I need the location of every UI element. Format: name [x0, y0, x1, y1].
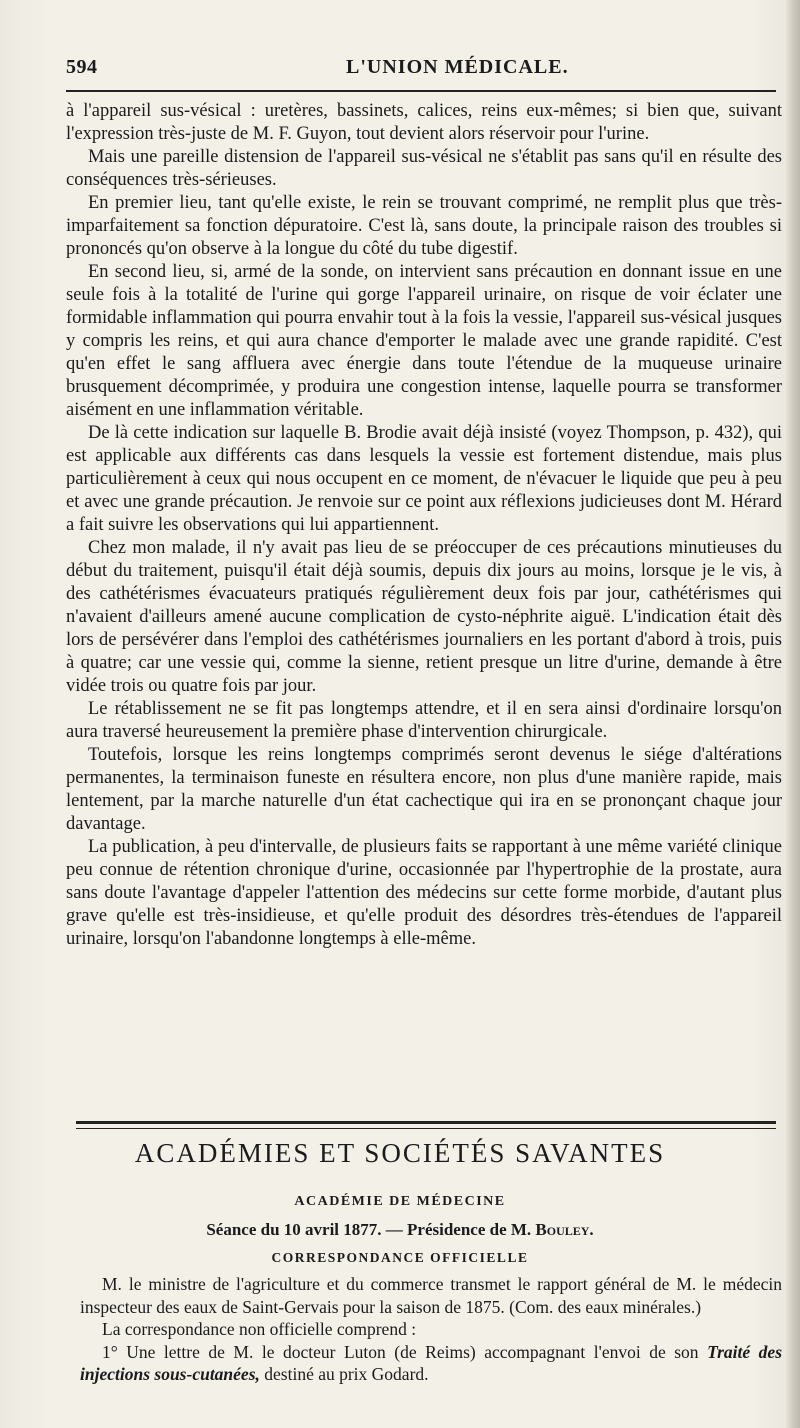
- session-president: Bouley.: [535, 1220, 594, 1239]
- paragraph: La publication, à peu d'intervalle, de plusieurs faits se rapportant à une même variété clinique peu connue de rétention chronique d'urine, occasionnée par l'hypertrophie de la prostate, aura sans doute l'avantage d'appeler l'attention des médecins sur cette forme morbide, d'autant plus grave qu'elle est très-insidieuse, et qu'elle produit des désordres très-étendues de l'appareil urinaire, lorsqu'on l'abandonne longtemps à elle-même.: [66, 837, 782, 949]
- page-edge-shadow: [786, 0, 800, 1428]
- section-title: ACADÉMIES ET SOCIÉTÉS SAVANTES: [134, 1138, 666, 1168]
- session-line: [0, 1220, 800, 1240]
- paragraph: Mais une pareille distension de l'appareil sus-vésical ne s'établit pas sans qu'il en résulte des conséquences très-sérieuses.: [66, 147, 782, 190]
- paragraph: [80, 1341, 782, 1386]
- page-number: 594: [66, 56, 98, 78]
- section-divider: [76, 1121, 776, 1129]
- paragraph: Le rétablissement ne se fit pas longtemps attendre, et il en sera ainsi d'ordinaire lorsqu'on aura traversé heureusement la première phase d'intervention chirurgicale.: [66, 699, 782, 742]
- page-header: [66, 56, 780, 82]
- paragraph: à l'appareil sus-vésical : uretères, bassinets, calices, reins eux-mêmes; si bien que, suivant l'expression très-juste de M. F. Guyon, tout devient alors réservoir pour l'urine.: [66, 101, 782, 144]
- correspondance-body: [80, 1273, 782, 1386]
- article-body: [66, 100, 782, 951]
- running-title: L'UNION MÉDICALE.: [346, 56, 569, 78]
- paragraph: M. le ministre de l'agriculture et du commerce transmet le rapport général de M. le médecin inspecteur des eaux de Saint-Gervais pour la saison de 1875. (Com. des eaux minérales.): [80, 1274, 782, 1317]
- correspondance-heading: CORRESPONDANCE OFFICIELLE: [271, 1250, 529, 1265]
- paragraph-start: 1° Une lettre de M. le docteur Luton (de Reims) accompagnant l'envoi de son: [102, 1341, 699, 1362]
- paragraph-end: destiné au prix Godard.: [264, 1364, 429, 1384]
- header-rule: [66, 90, 776, 92]
- paragraph: Chez mon malade, il n'y avait pas lieu de se préoccuper de ces précautions minutieuses du début du traitement, puisqu'il était déjà soumis, depuis dix jours au moins, lorsque je le vis, à des cathétérismes évacuateurs pratiqués régulièrement deux fois par jour, cathétérismes qui n'avaient d'ailleurs amené aucune complication de cysto-néphrite aiguë. L'indication était dès lors de persévérer dans l'emploi des cathétérismes journaliers en les portant d'abord à trois, puis à quatre; car une vessie qui, comme la sienne, retient presque un litre d'urine, demande à être vidée trois ou quatre fois par jour.: [66, 538, 782, 696]
- section-subtitle: ACADÉMIE DE MÉDECINE: [294, 1194, 506, 1209]
- paragraph: De là cette indication sur laquelle B. Brodie avait déjà insisté (voyez Thompson, p. 432), qui est applicable aux différents cas dans lesquels la vessie est fortement distendue, mais plus particulièrement à ceux qui nous occupent en ce moment, de n'évacuer le liquide que peu à peu et avec une grande précaution. Je renvoie sur ce point aux réflexions judicieuses dont M. Hérard a fait suivre les observations qui lui appartiennent.: [66, 423, 782, 535]
- book-title: Traité des injections sous-cutanées,: [80, 1341, 783, 1384]
- paragraph: En premier lieu, tant qu'elle existe, le rein se trouvant comprimé, ne remplit plus que très-imparfaitement sa fonction dépuratoire. C'est là, sans doute, la principale raison des troubles si prononcés qu'on observe à la longue du côté du tube digestif.: [66, 193, 782, 259]
- paragraph: Toutefois, lorsque les reins longtemps comprimés seront devenus le siége d'altérations permanentes, la terminaison funeste en résultera encore, non plus d'une manière rapide, mais lentement, par la marche naturelle d'un état cachectique qui ira en se prononçant chaque jour davantage.: [66, 745, 782, 834]
- paragraph: La correspondance non officielle comprend :: [102, 1319, 417, 1339]
- paragraph: En second lieu, si, armé de la sonde, on intervient sans précaution en donnant issue en une seule fois à la totalité de l'urine qui gorge l'appareil urinaire, on risque de voir éclater une formidable inflammation qui pourra envahir tout à la fois la vessie, l'appareil sus-vésical jusques y compris les reins, et qui aura chance d'emporter le malade avec une grande rapidité. C'est qu'en effet le sang affluera avec énergie dans toute l'étendue de la muqueuse urinaire brusquement décomprimée, y produira une congestion intense, laquelle pourra se transformer aisément en une inflammation véritable.: [66, 262, 782, 420]
- session-prefix: Séance du 10 avril 1877. — Présidence de M.: [206, 1220, 532, 1239]
